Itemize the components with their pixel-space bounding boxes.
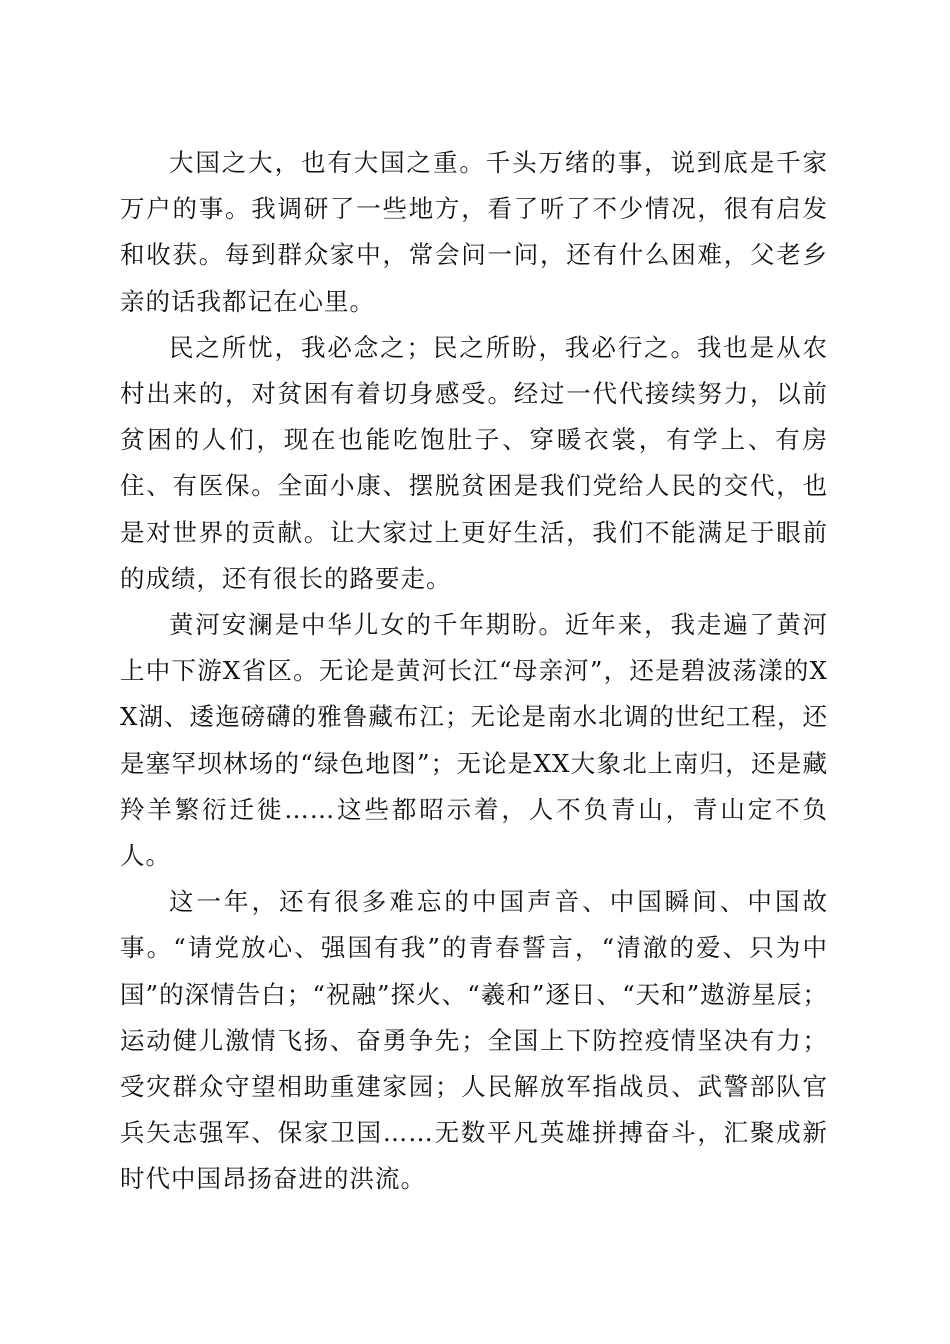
document-body: [120, 140, 828, 1203]
paragraph-4: 这一年，还有很多难忘的中国声音、中国瞬间、中国故事。“请党放心、强国有我”的青春誓言，“清澈的爱、只为中国”的深情告白；“祝融”探火、“羲和”逐日、“天和”遨游星辰；运动健儿激情飞扬、奋勇争先；全国上下防控疫情坚决有力；受灾群众守望相助重建家园；人民解放军指战员、武警部队官兵矢志强军、保家卫国……无数平凡英雄拼搏奋斗，汇聚成新时代中国昂扬奋进的洪流。: [120, 887, 828, 1194]
paragraph-3: 黄河安澜是中华儿女的千年期盼。近年来，我走遍了黄河上中下游X省区。无论是黄河长江“母亲河”，还是碧波荡漾的XX湖、逶迤磅礴的雅鲁藏布江；无论是南水北调的世纪工程，还是塞罕坝林场的“绿色地图”；无论是XX大象北上南归，还是藏羚羊繁衍迁徙……这些都昭示着，人不负青山，青山定不负人。: [120, 610, 828, 871]
paragraph-2: 民之所忧，我必念之；民之所盼，我必行之。我也是从农村出来的，对贫困有着切身感受。经过一代代接续努力，以前贫困的人们，现在也能吃饱肚子、穿暖衣裳，有学上、有房住、有医保。全面小康、摆脱贫困是我们党给人民的交代，也是对世界的贡献。让大家过上更好生活，我们不能满足于眼前的成绩，还有很长的路要走。: [120, 332, 828, 593]
paragraph-1: 大国之大，也有大国之重。千头万绪的事，说到底是千家万户的事。我调研了一些地方，看了听了不少情况，很有启发和收获。每到群众家中，常会问一问，还有什么困难，父老乡亲的话我都记在心里。: [120, 148, 828, 316]
